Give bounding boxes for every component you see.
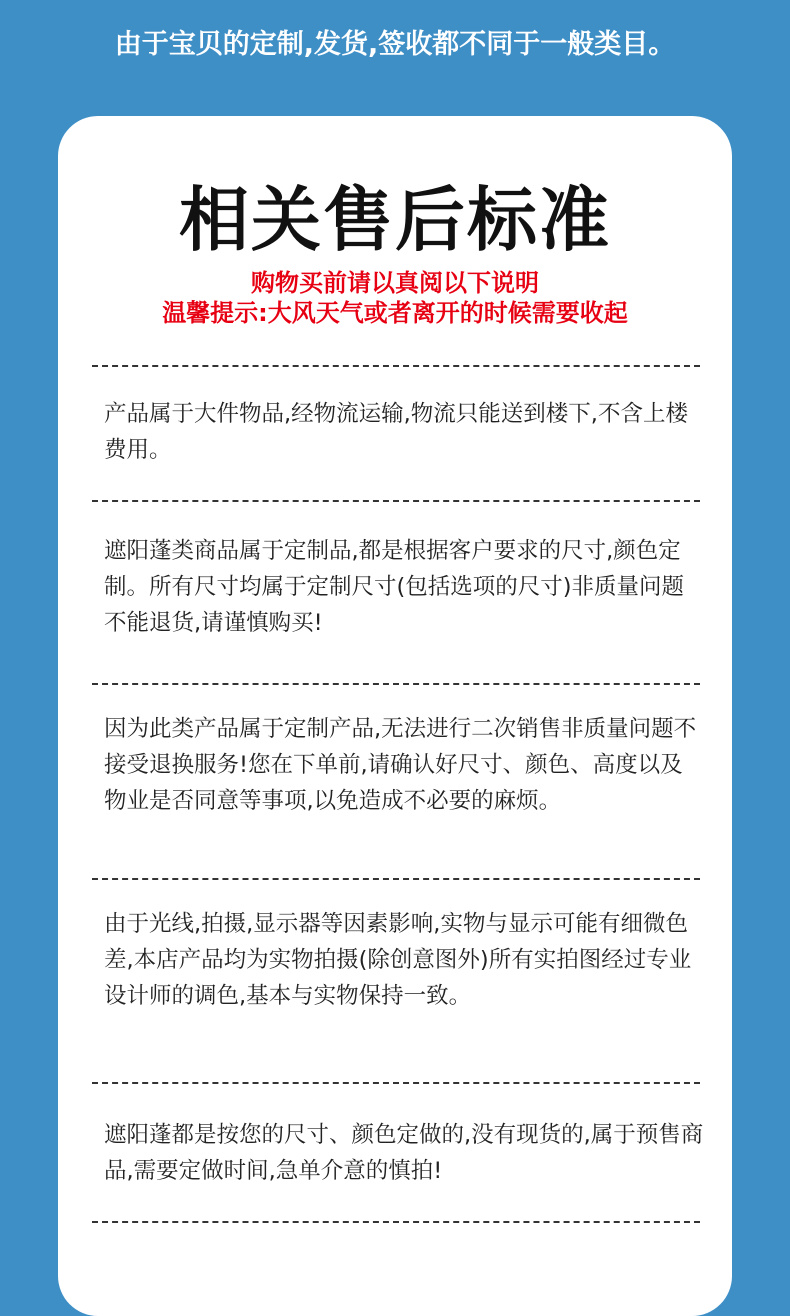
after-sales-card xyxy=(58,116,732,1316)
divider xyxy=(92,878,700,880)
divider xyxy=(92,683,700,685)
policy-section-color-difference: 由于光线,拍摄,显示器等因素影响,实物与显示可能有细微色差,本店产品均为实物拍摄(除创意图外)所有实拍图经过专业设计师的调色,基本与实物保持一致。 xyxy=(104,911,692,1009)
policy-section-presale: 遮阳蓬都是按您的尺寸、颜色定做的,没有现货的,属于预售商品,需要定做时间,急单介意的慎拍! xyxy=(104,1122,704,1184)
policy-section-custom-size: 遮阳蓬类商品属于定制品,都是根据客户要求的尺寸,颜色定制。所有尺寸均属于定制尺寸(包括选项的尺寸)非质量问题不能退货,请谨慎购买! xyxy=(104,538,685,636)
policy-section-no-return: 因为此类产品属于定制产品,无法进行二次销售非质量问题不接受退换服务!您在下单前,请确认好尺寸、颜色、高度以及物业是否同意等事项,以免造成不必要的麻烦。 xyxy=(104,716,697,814)
top-banner-text: 由于宝贝的定制,发货,签收都不同于一般类目。 xyxy=(114,29,676,60)
divider xyxy=(92,365,700,367)
notice-line-purchase: 购物买前请以真阅以下说明 xyxy=(251,269,539,297)
divider xyxy=(92,1221,700,1223)
divider xyxy=(92,500,700,502)
page-title: 相关售后标准 xyxy=(179,179,611,261)
divider xyxy=(92,1082,700,1084)
policy-section-delivery: 产品属于大件物品,经物流运输,物流只能送到楼下,不含上楼费用。 xyxy=(104,401,688,463)
notice-line-weather: 温馨提示:大风天气或者离开的时候需要收起 xyxy=(162,299,628,327)
